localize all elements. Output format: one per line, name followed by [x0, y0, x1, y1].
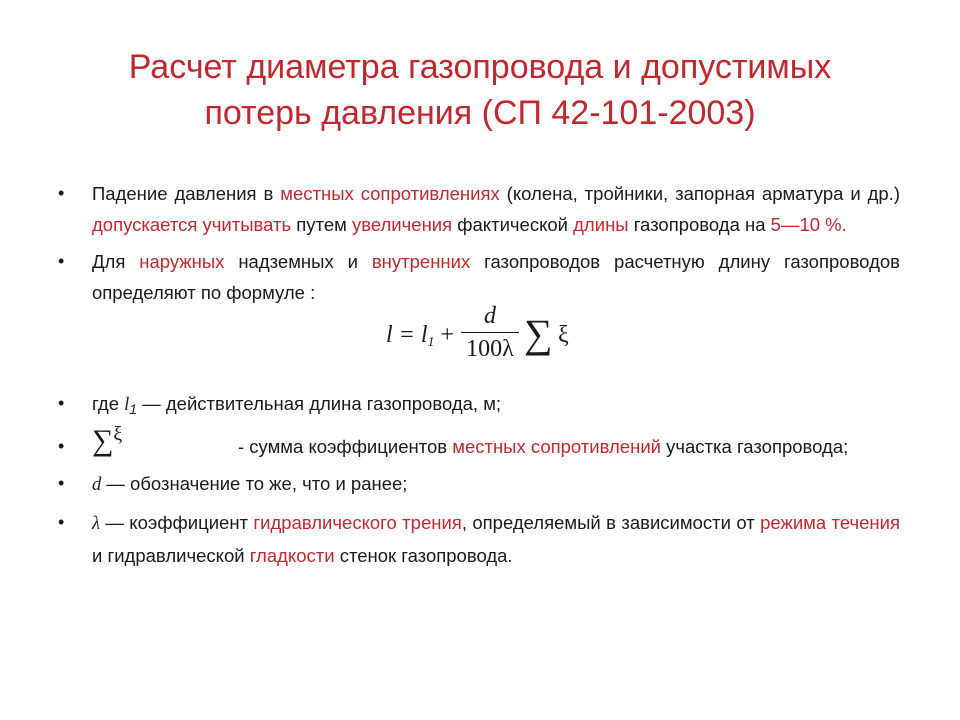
- formula-plus: +: [434, 322, 455, 348]
- bullet-sum-definition: [58, 423, 900, 462]
- fraction-denominator: 100λ: [466, 336, 514, 362]
- xi-symbol: ξ: [558, 322, 569, 348]
- bullet-icon: •: [58, 512, 65, 532]
- variable: d: [92, 475, 102, 495]
- formula-sub: 1: [427, 335, 435, 350]
- sum-text-block: [92, 431, 900, 462]
- text: где: [92, 393, 125, 414]
- fraction-bar: [461, 332, 519, 333]
- bullet-local-resistance: [58, 178, 900, 240]
- text: — действительная длина газопровода, м;: [137, 393, 502, 414]
- slide-title: [60, 44, 900, 136]
- bullet-lambda-definition: [58, 507, 900, 571]
- highlight: 5—10 %.: [770, 214, 847, 235]
- highlight: местных сопротивлениях: [280, 183, 500, 204]
- subscript: 1: [129, 401, 138, 417]
- variable: λ: [92, 514, 101, 534]
- highlight: длины: [573, 214, 629, 235]
- formula-lhs: [386, 322, 454, 351]
- text: газопровода на: [628, 214, 771, 235]
- title-line-1: Расчет диаметра газопровода и допустимых: [128, 48, 832, 86]
- highlight: режима течения: [760, 512, 900, 533]
- sum-symbol: ∑: [524, 311, 553, 356]
- length-formula: [58, 303, 900, 388]
- highlight: внутренних: [371, 251, 471, 272]
- bullet-design-length: [58, 246, 900, 308]
- text: надземных и: [224, 251, 372, 272]
- title-line-2: потерь давления (СП 42-101-2003): [204, 94, 756, 132]
- fraction-numerator: d: [484, 303, 496, 329]
- sigma-symbol: ∑: [92, 424, 114, 457]
- variable: l: [124, 395, 130, 415]
- bullet-l1-definition: [58, 388, 900, 425]
- text: — коэффициент: [100, 512, 254, 533]
- highlight: гидравлического трения: [253, 512, 462, 533]
- highlight: наружных: [139, 251, 225, 272]
- text: Для: [92, 251, 140, 272]
- text: газопроводов расчетную длину газопроводов определяют по формуле :: [92, 251, 900, 303]
- formula-l: l = l: [386, 322, 428, 348]
- text: фактической: [452, 214, 574, 235]
- highlight: допускается учитывать: [92, 214, 292, 235]
- sum-xi-symbol: [92, 417, 122, 458]
- xi-symbol: ξ: [113, 423, 123, 445]
- text: - сумма коэффициентов: [238, 436, 453, 457]
- highlight: увеличения: [351, 214, 453, 235]
- text: участка газопровода;: [660, 436, 849, 457]
- highlight: гладкости: [249, 545, 335, 566]
- text: (колена, тройники, запорная арматура и др.): [499, 183, 900, 204]
- bullet-icon: •: [58, 436, 65, 456]
- text: путем: [291, 214, 352, 235]
- bullet-icon: •: [58, 183, 65, 203]
- text: стенок газопровода.: [334, 545, 513, 566]
- text: Падение давления в: [92, 183, 281, 204]
- text: и гидравлической: [92, 545, 250, 566]
- highlight: местных сопротивлений: [452, 436, 661, 457]
- text: , определяемый в зависимости от: [461, 512, 761, 533]
- bullet-list: [58, 178, 900, 571]
- bullet-icon: •: [58, 251, 65, 271]
- bullet-icon: •: [58, 393, 65, 413]
- bullet-d-definition: [58, 468, 900, 501]
- text: — обозначение то же, что и ранее;: [101, 473, 408, 494]
- formula-fraction: [461, 302, 519, 363]
- bullet-icon: •: [58, 473, 65, 493]
